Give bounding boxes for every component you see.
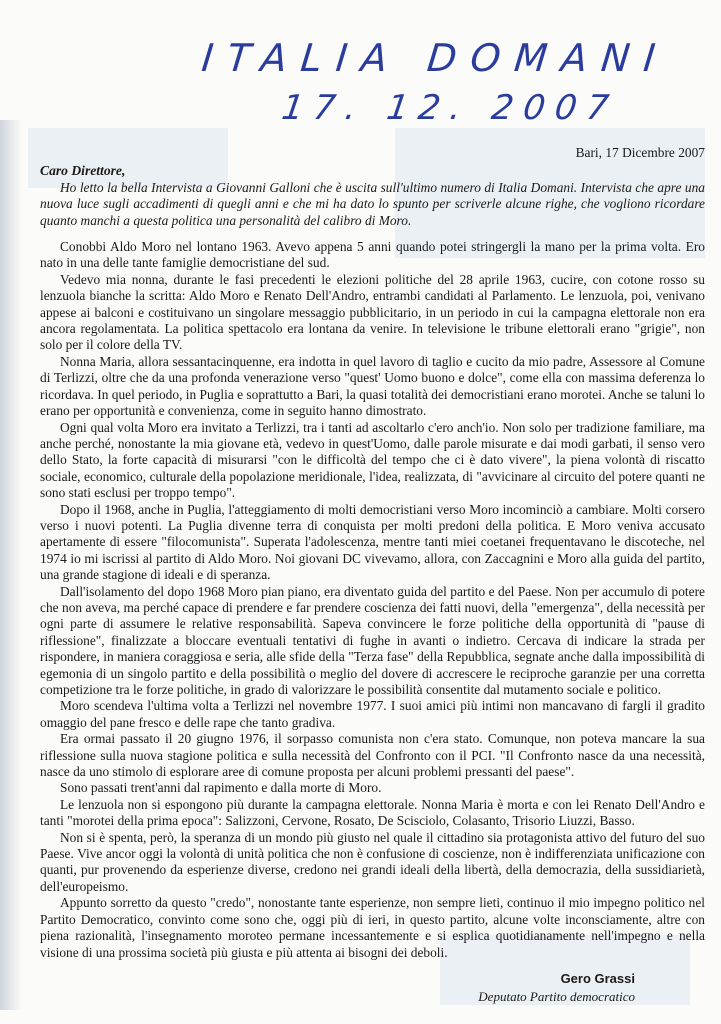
- letter-paragraph: Ogni qual volta Moro era invitato a Terlizzi, tra i tanti ad ascoltarlo c'ero anch'io. Non solo per tradizione familiare, ma anche perché, nonostante la mia giovane età, vedevo in quest'Uomo, dalle parole misurate e dai modi garbati, il senso vero dello Stato, la forte capacità di misurarsi "con le difficoltà del tempo che ci è dato vivere", la piena volontà di riscatto sociale, economico, culturale della popolazione meridionale, l'idea, realizzata, di "avvicinare al circuito del potere quanti ne sono stati esclusi per troppo tempo".: [40, 419, 705, 501]
- letter-paragraph: Moro scendeva l'ultima volta a Terlizzi nel novembre 1977. I suoi amici più intimi non mancavano di fargli il gradito omaggio del pane fresco e delle rape che tanto gradiva.: [40, 698, 705, 730]
- signature-block: [40, 971, 705, 1006]
- letter-salutation: Caro Direttore,: [40, 163, 126, 179]
- letter-place-date: Bari, 17 Dicembre 2007: [575, 145, 705, 160]
- letter-paragraph: Era ormai passato il 20 giugno 1976, il sorpasso comunista non c'era stato. Comunque, non poteva mancare la sua riflessione sulla nuova stagione politica e sulla necessità del Confronto con il PCI. "Il Confronto nasce da una necessità, nasce da uno stimolo di esplorare aree di comune proposta per alcuni problemi pressanti del paese".: [40, 731, 705, 780]
- letter-intro: Ho letto la bella Intervista a Giovanni Galloni che è uscita sull'ultimo numero di Italia Domani. Intervista che apre una nuova luce sugli accadimenti di quegli anni e che mi ha dato lo spunto per scriverle alcune righe, che vogliono ricordare quanto manchi a questa politica una personalità del calibro di Moro.: [40, 179, 705, 228]
- letter-paragraph: Dopo il 1968, anche in Puglia, l'atteggiamento di molti democristiani verso Moro incominciò a cambiare. Molti corsero verso i nuovi potenti. La Puglia divenne terra di conquista per molti predoni della politica. E Moro veniva accusato apertamente di essere "filocomunista". Superata l'adolescenza, mentre tanti miei coetanei frequentavano le discoteche, nel 1974 io mi iscrissi al partito di Aldo Moro. Noi giovani DC vivevamo, allora, con Zaccagnini e Moro alla guida del partito, una grande stagione di ideali e di speranza.: [40, 501, 705, 583]
- letter-paragraph: Non si è spenta, però, la speranza di un mondo più giusto nel quale il cittadino sia protagonista attivo del futuro del suo Paese. Vive ancor oggi la volontà di unità politica che non è confusione di coscienze, non è indifferenziata unificazione con quanti, pur provenendo da esperienze diverse, credono nei grandi ideali della libertà, della democrazia, della sussidiarietà, dell'europeismo.: [40, 829, 705, 894]
- letter-paragraph: Appunto sorretto da questo "credo", nonostante tante esperienze, non sempre lieti, continuo il mio impegno politico nel Partito Democratico, convinto come sono che, oggi più di ieri, in questo partito, alcune volte inconsciamente, altre con piena razionalità, l'insegnamento moroteo permane incessantemente e si esplica quotidianamente nell'impegno e nella visione di una prossima società più giusta e più attenta ai bisogni dei deboli.: [40, 895, 705, 960]
- letter-paragraph: Vedevo mia nonna, durante le fasi precedenti le elezioni politiche del 28 aprile 1963, cucire, con cotone rosso su lenzuola bianche la scritta: Aldo Moro e Renato Dell'Andro, entrambi candidati al Parlamento. Le lenzuola, poi, venivano appese ai balconi e costituivano un singolare messaggio pubblicitario, in un periodo in cui la campagna elettorale non era ancora regolamentata. La politica spettacolo era lontana da venire. In televisione le tribune elettorali erano "grigie", non solo per il colore della TV.: [40, 271, 705, 353]
- letter-paragraph: Dall'isolamento del dopo 1968 Moro pian piano, era diventato guida del partito e del Paese. Non per accumulo di potere che non aveva, ma perché capace di prendere e far prendere coscienza dei fatti nuovi, della "emergenza", della necessità per ogni parte di assumere le relative responsabilità. Sapeva convincere le forze politiche della opportunità di "pause di riflessione", finalizzate a bloccare eventuali tentativi di fughe in avanti o indietro. Cercava di indicare la strada per rispondere, in maniera coraggiosa e seria, alle sfide della "Terza fase" della Repubblica, segnate anche dalla impossibilità di egemonia di un singolo partito e della possibilità o meglio del dovere di accrescere le reciproche garanzie per una corretta competizione tra le forze politiche, in grado di valorizzare le possibilità consentite dal mutamento sociale e politico.: [40, 583, 705, 697]
- letter-paragraph: Nonna Maria, allora sessantacinquenne, era indotta in quel lavoro di taglio e cucito da mio padre, Assessore al Comune di Terlizzi, oltre che da una profonda venerazione verso "quest' Uomo buono e dolce", come ella con massima deferenza lo ricordava. In quel periodo, in Puglia e soprattutto a Bari, la quasi totalità dei democristiani erano morotei. Anche se taluni lo erano per opportunità e convenienza, come in seguito hanno dimostrato.: [40, 353, 705, 419]
- signature-name: Gero Grassi: [560, 970, 635, 986]
- handwritten-date: 17. 12. 2007: [279, 88, 622, 128]
- scan-edge-shadow: [0, 120, 22, 1010]
- letter-paragraph: Le lenzuola non si espongono più durante la campagna elettorale. Nonna Maria è morta e con lei Renato Dell'Andro e tanti "morotei della prima epoca": Salizzoni, Cervone, Rosato, De Scisciolo, Colasanto, Trisorio Liuzzi, Basso.: [40, 796, 705, 829]
- letter-paragraph: Conobbi Aldo Moro nel lontano 1963. Avevo appena 5 anni quando potei stringergli la mano per la prima volta. Ero nato in una delle tante famiglie democristiane del sud.: [40, 239, 705, 271]
- letter-body: [40, 145, 705, 1006]
- handwritten-title: ITALIA DOMANI: [199, 36, 672, 80]
- signature-role: Deputato Partito democratico: [478, 989, 635, 1005]
- letter-paragraph: Sono passati trent'anni dal rapimento e dalla morte di Moro.: [60, 780, 382, 796]
